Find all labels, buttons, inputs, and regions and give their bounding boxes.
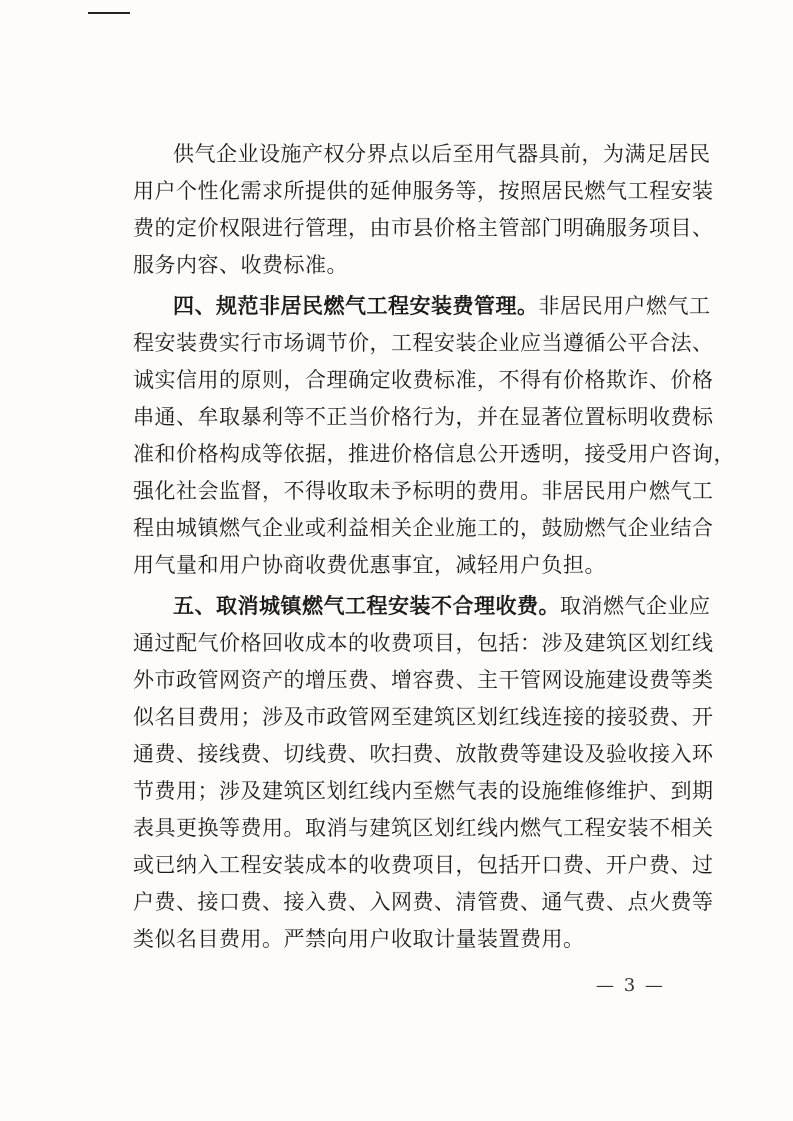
paragraph-line: 服务内容、收费标准。 bbox=[133, 253, 348, 277]
paragraph-line: 节费用；涉及建筑区划红线内至燃气表的设施维修维护、到期 bbox=[133, 779, 714, 803]
paragraph-line: 表具更换等费用。取消与建筑区划红线内燃气工程安装不相关 bbox=[133, 816, 714, 840]
paragraph-line: 供气企业设施产权分界点以后至用气器具前，为满足居民 bbox=[173, 142, 711, 166]
paragraph-line: 诚实信用的原则，合理确定收费标准，不得有价格欺诈、价格 bbox=[133, 368, 714, 392]
paragraph-line: 用户个性化需求所提供的延伸服务等，按照居民燃气工程安装 bbox=[133, 179, 714, 203]
top-margin-mark bbox=[88, 12, 130, 14]
paragraph-line: 类似名目费用。严禁向用户收取计量装置费用。 bbox=[133, 927, 585, 951]
paragraph-line: 取消燃气企业应 bbox=[560, 594, 711, 618]
paragraph-line: 费的定价权限进行管理，由市县价格主管部门明确服务项目、 bbox=[133, 216, 714, 240]
paragraph-service-extension bbox=[133, 136, 714, 284]
paragraph-first-line bbox=[133, 287, 711, 325]
document-body bbox=[133, 136, 735, 958]
paragraph-line: 非居民用户燃气工 bbox=[538, 294, 711, 318]
paragraph-line: 程由城镇燃气企业或利益相关企业施工的，鼓励燃气企业结合 bbox=[133, 516, 714, 540]
paragraph-line: 通过配气价格回收成本的收费项目，包括：涉及建筑区划红线 bbox=[133, 631, 714, 655]
section-heading-five: 五、取消城镇燃气工程安装不合理收费。 bbox=[173, 593, 560, 618]
paragraph-line: 或已纳入工程安装成本的收费项目，包括开口费、开户费、过 bbox=[133, 853, 714, 877]
paragraph-line: 似名目费用；涉及市政管网至建筑区划红线连接的接驳费、开 bbox=[133, 705, 714, 729]
paragraph-line: 户费、接口费、接入费、入网费、清管费、通气费、点火费等 bbox=[133, 890, 714, 914]
paragraph-line: 通费、接线费、切线费、吹扫费、放散费等建设及验收接入环 bbox=[133, 742, 714, 766]
section-heading-four: 四、规范非居民燃气工程安装费管理。 bbox=[173, 293, 539, 318]
paragraph-non-resident-fees bbox=[133, 287, 735, 584]
paragraph-line: 程安装费实行市场调节价，工程安装企业应当遵循公平合法、 bbox=[133, 331, 714, 355]
page-number: — 3 — bbox=[596, 975, 665, 996]
paragraph-line: 强化社会监督，不得收取未予标明的费用。非居民用户燃气工 bbox=[133, 479, 714, 503]
paragraph-first-line bbox=[133, 587, 711, 625]
paragraph-line: 串通、牟取暴利等不正当价格行为，并在显著位置标明收费标 bbox=[133, 405, 714, 429]
paragraph-line: 用气量和用户协商收费优惠事宜，减轻用户负担。 bbox=[133, 553, 606, 577]
paragraph-cancel-fees bbox=[133, 587, 714, 958]
paragraph-line: 准和价格构成等依据，推进价格信息公开透明，接受用户咨询， bbox=[133, 442, 735, 466]
paragraph-line: 外市政管网资产的增压费、增容费、主干管网设施建设费等类 bbox=[133, 668, 714, 692]
